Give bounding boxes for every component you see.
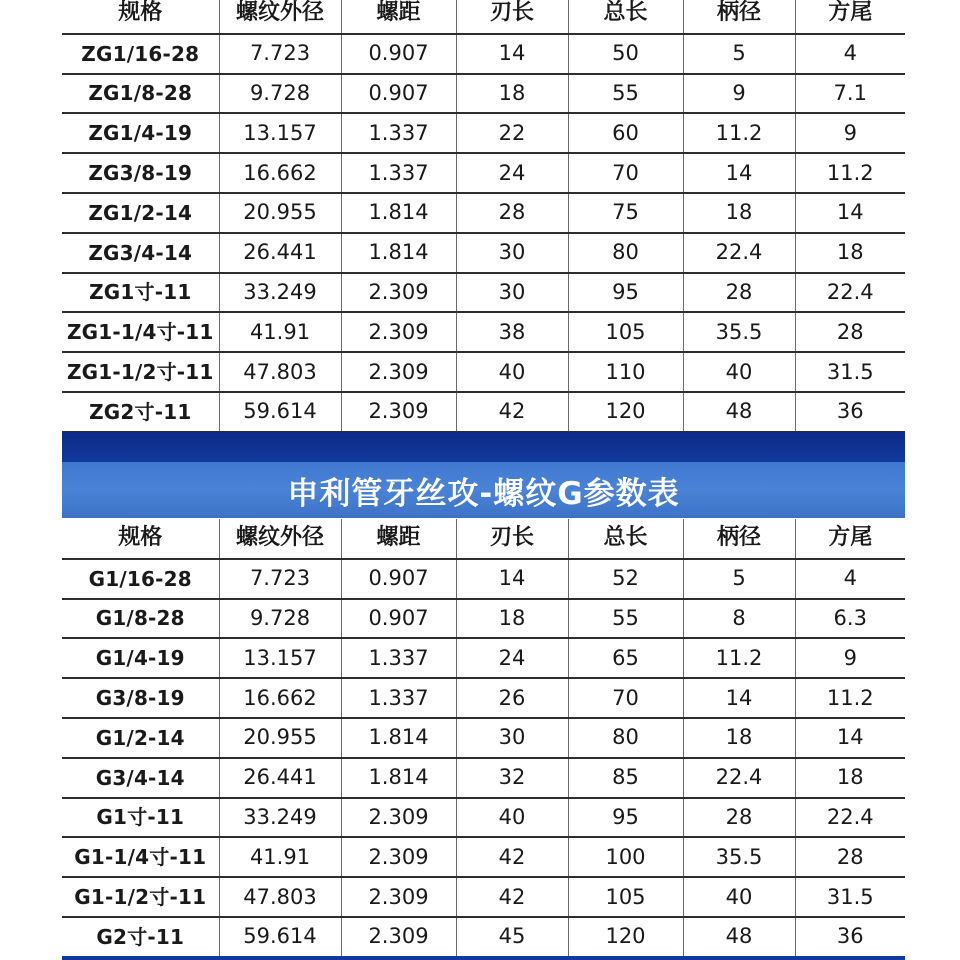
header-square-end: 方尾 [795, 0, 905, 34]
pitch-cell: 1.337 [341, 678, 456, 718]
table-row [62, 758, 905, 798]
zg-header-row [62, 0, 905, 34]
spec-cell: G1-1/4寸-11 [62, 837, 219, 877]
shank-diameter-cell: 28 [683, 273, 795, 313]
blade-length-cell: 42 [456, 837, 568, 877]
total-length-cell: 52 [568, 559, 683, 599]
blade-length-cell: 22 [456, 113, 568, 153]
shank-diameter-cell: 8 [683, 599, 795, 639]
g-table-grid [62, 519, 905, 958]
g-table-title: 申利管牙丝攻-螺纹G参数表 [287, 475, 680, 512]
total-length-cell: 120 [568, 917, 683, 957]
square-end-cell: 9 [795, 113, 905, 153]
spec-cell: G2寸-11 [62, 917, 219, 957]
spec-cell: ZG3/4-14 [62, 233, 219, 273]
blade-length-cell: 45 [456, 917, 568, 957]
pitch-cell: 2.309 [341, 392, 456, 432]
spec-cell: ZG1/16-28 [62, 34, 219, 74]
square-end-cell: 11.2 [795, 678, 905, 718]
zg-table-grid [62, 0, 905, 433]
pitch-cell: 1.814 [341, 233, 456, 273]
header-square-end: 方尾 [795, 519, 905, 559]
outer-diameter-cell: 20.955 [219, 718, 341, 758]
outer-diameter-cell: 7.723 [219, 559, 341, 599]
spec-cell: G1寸-11 [62, 798, 219, 838]
pitch-cell: 2.309 [341, 877, 456, 917]
pitch-cell: 1.814 [341, 758, 456, 798]
table-row [62, 559, 905, 599]
spec-cell: ZG1-1/2寸-11 [62, 352, 219, 392]
table-row [62, 352, 905, 392]
table-row [62, 798, 905, 838]
square-end-cell: 22.4 [795, 798, 905, 838]
blade-length-cell: 14 [456, 34, 568, 74]
table-row [62, 392, 905, 432]
shank-diameter-cell: 40 [683, 352, 795, 392]
header-spec: 规格 [62, 519, 219, 559]
pitch-cell: 0.907 [341, 599, 456, 639]
table-row [62, 877, 905, 917]
total-length-cell: 80 [568, 718, 683, 758]
header-shank-diameter: 柄径 [683, 0, 795, 34]
outer-diameter-cell: 41.91 [219, 312, 341, 352]
total-length-cell: 85 [568, 758, 683, 798]
outer-diameter-cell: 9.728 [219, 599, 341, 639]
square-end-cell: 4 [795, 559, 905, 599]
outer-diameter-cell: 47.803 [219, 352, 341, 392]
pitch-cell: 1.337 [341, 153, 456, 193]
outer-diameter-cell: 13.157 [219, 113, 341, 153]
shank-diameter-cell: 40 [683, 877, 795, 917]
square-end-cell: 18 [795, 758, 905, 798]
total-length-cell: 105 [568, 312, 683, 352]
table-row [62, 599, 905, 639]
total-length-cell: 70 [568, 678, 683, 718]
shank-diameter-cell: 14 [683, 678, 795, 718]
shank-diameter-cell: 5 [683, 559, 795, 599]
outer-diameter-cell: 20.955 [219, 193, 341, 233]
blade-length-cell: 24 [456, 638, 568, 678]
outer-diameter-cell: 33.249 [219, 273, 341, 313]
blade-length-cell: 42 [456, 392, 568, 432]
spec-cell: G3/4-14 [62, 758, 219, 798]
spec-cell: ZG1/4-19 [62, 113, 219, 153]
blade-length-cell: 18 [456, 599, 568, 639]
header-outer-diameter: 螺纹外径 [219, 0, 341, 34]
total-length-cell: 80 [568, 233, 683, 273]
shank-diameter-cell: 11.2 [683, 113, 795, 153]
g-thread-table [62, 519, 905, 958]
g-table-title-banner [62, 462, 905, 518]
pitch-cell: 0.907 [341, 74, 456, 114]
blade-length-cell: 24 [456, 153, 568, 193]
pitch-cell: 1.814 [341, 193, 456, 233]
header-shank-diameter: 柄径 [683, 519, 795, 559]
shank-diameter-cell: 9 [683, 74, 795, 114]
g-header-row [62, 519, 905, 559]
blade-length-cell: 42 [456, 877, 568, 917]
square-end-cell: 36 [795, 392, 905, 432]
table-row [62, 74, 905, 114]
outer-diameter-cell: 26.441 [219, 233, 341, 273]
table-row [62, 233, 905, 273]
square-end-cell: 31.5 [795, 877, 905, 917]
table-row [62, 153, 905, 193]
outer-diameter-cell: 9.728 [219, 74, 341, 114]
pitch-cell: 0.907 [341, 559, 456, 599]
square-end-cell: 18 [795, 233, 905, 273]
outer-diameter-cell: 47.803 [219, 877, 341, 917]
table-row [62, 678, 905, 718]
total-length-cell: 70 [568, 153, 683, 193]
shank-diameter-cell: 5 [683, 34, 795, 74]
shank-diameter-cell: 35.5 [683, 837, 795, 877]
blade-length-cell: 26 [456, 678, 568, 718]
spec-cell: ZG1-1/4寸-11 [62, 312, 219, 352]
square-end-cell: 28 [795, 837, 905, 877]
pitch-cell: 2.309 [341, 312, 456, 352]
blade-length-cell: 28 [456, 193, 568, 233]
header-total-length: 总长 [568, 519, 683, 559]
shank-diameter-cell: 28 [683, 798, 795, 838]
square-end-cell: 14 [795, 718, 905, 758]
shank-diameter-cell: 14 [683, 153, 795, 193]
zg-thread-table [62, 0, 905, 433]
outer-diameter-cell: 59.614 [219, 392, 341, 432]
total-length-cell: 95 [568, 798, 683, 838]
spec-cell: ZG2寸-11 [62, 392, 219, 432]
total-length-cell: 50 [568, 34, 683, 74]
header-pitch: 螺距 [341, 519, 456, 559]
total-length-cell: 75 [568, 193, 683, 233]
divider-band [62, 432, 905, 462]
blade-length-cell: 32 [456, 758, 568, 798]
outer-diameter-cell: 33.249 [219, 798, 341, 838]
total-length-cell: 100 [568, 837, 683, 877]
blade-length-cell: 30 [456, 273, 568, 313]
blade-length-cell: 30 [456, 718, 568, 758]
square-end-cell: 9 [795, 638, 905, 678]
pitch-cell: 2.309 [341, 798, 456, 838]
blade-length-cell: 38 [456, 312, 568, 352]
table-row [62, 718, 905, 758]
spec-cell: G1/16-28 [62, 559, 219, 599]
pitch-cell: 2.309 [341, 837, 456, 877]
shank-diameter-cell: 22.4 [683, 758, 795, 798]
pitch-cell: 1.337 [341, 638, 456, 678]
outer-diameter-cell: 41.91 [219, 837, 341, 877]
blade-length-cell: 18 [456, 74, 568, 114]
total-length-cell: 120 [568, 392, 683, 432]
spec-cell: G1-1/2寸-11 [62, 877, 219, 917]
pitch-cell: 1.814 [341, 718, 456, 758]
shank-diameter-cell: 48 [683, 917, 795, 957]
spec-cell: G3/8-19 [62, 678, 219, 718]
total-length-cell: 105 [568, 877, 683, 917]
square-end-cell: 7.1 [795, 74, 905, 114]
table-row [62, 917, 905, 957]
spec-cell: ZG1寸-11 [62, 273, 219, 313]
blade-length-cell: 40 [456, 798, 568, 838]
outer-diameter-cell: 59.614 [219, 917, 341, 957]
outer-diameter-cell: 16.662 [219, 153, 341, 193]
table-row [62, 193, 905, 233]
total-length-cell: 65 [568, 638, 683, 678]
table-row [62, 273, 905, 313]
square-end-cell: 28 [795, 312, 905, 352]
spec-cell: G1/2-14 [62, 718, 219, 758]
table-row [62, 113, 905, 153]
outer-diameter-cell: 13.157 [219, 638, 341, 678]
blade-length-cell: 30 [456, 233, 568, 273]
square-end-cell: 4 [795, 34, 905, 74]
pitch-cell: 1.337 [341, 113, 456, 153]
shank-diameter-cell: 11.2 [683, 638, 795, 678]
shank-diameter-cell: 35.5 [683, 312, 795, 352]
header-outer-diameter: 螺纹外径 [219, 519, 341, 559]
spec-cell: ZG1/8-28 [62, 74, 219, 114]
square-end-cell: 36 [795, 917, 905, 957]
total-length-cell: 55 [568, 74, 683, 114]
header-spec: 规格 [62, 0, 219, 34]
outer-diameter-cell: 16.662 [219, 678, 341, 718]
table-row [62, 638, 905, 678]
bottom-band [62, 956, 905, 960]
table-row [62, 34, 905, 74]
square-end-cell: 22.4 [795, 273, 905, 313]
total-length-cell: 60 [568, 113, 683, 153]
outer-diameter-cell: 26.441 [219, 758, 341, 798]
blade-length-cell: 14 [456, 559, 568, 599]
square-end-cell: 6.3 [795, 599, 905, 639]
pitch-cell: 2.309 [341, 352, 456, 392]
total-length-cell: 55 [568, 599, 683, 639]
square-end-cell: 14 [795, 193, 905, 233]
header-pitch: 螺距 [341, 0, 456, 34]
shank-diameter-cell: 18 [683, 718, 795, 758]
blade-length-cell: 40 [456, 352, 568, 392]
header-total-length: 总长 [568, 0, 683, 34]
pitch-cell: 0.907 [341, 34, 456, 74]
spec-cell: G1/4-19 [62, 638, 219, 678]
shank-diameter-cell: 48 [683, 392, 795, 432]
table-row [62, 837, 905, 877]
header-blade-length: 刃长 [456, 0, 568, 34]
outer-diameter-cell: 7.723 [219, 34, 341, 74]
spec-cell: ZG1/2-14 [62, 193, 219, 233]
table-row [62, 312, 905, 352]
spec-cell: G1/8-28 [62, 599, 219, 639]
total-length-cell: 110 [568, 352, 683, 392]
square-end-cell: 11.2 [795, 153, 905, 193]
pitch-cell: 2.309 [341, 917, 456, 957]
shank-diameter-cell: 22.4 [683, 233, 795, 273]
shank-diameter-cell: 18 [683, 193, 795, 233]
total-length-cell: 95 [568, 273, 683, 313]
square-end-cell: 31.5 [795, 352, 905, 392]
header-blade-length: 刃长 [456, 519, 568, 559]
spec-cell: ZG3/8-19 [62, 153, 219, 193]
pitch-cell: 2.309 [341, 273, 456, 313]
